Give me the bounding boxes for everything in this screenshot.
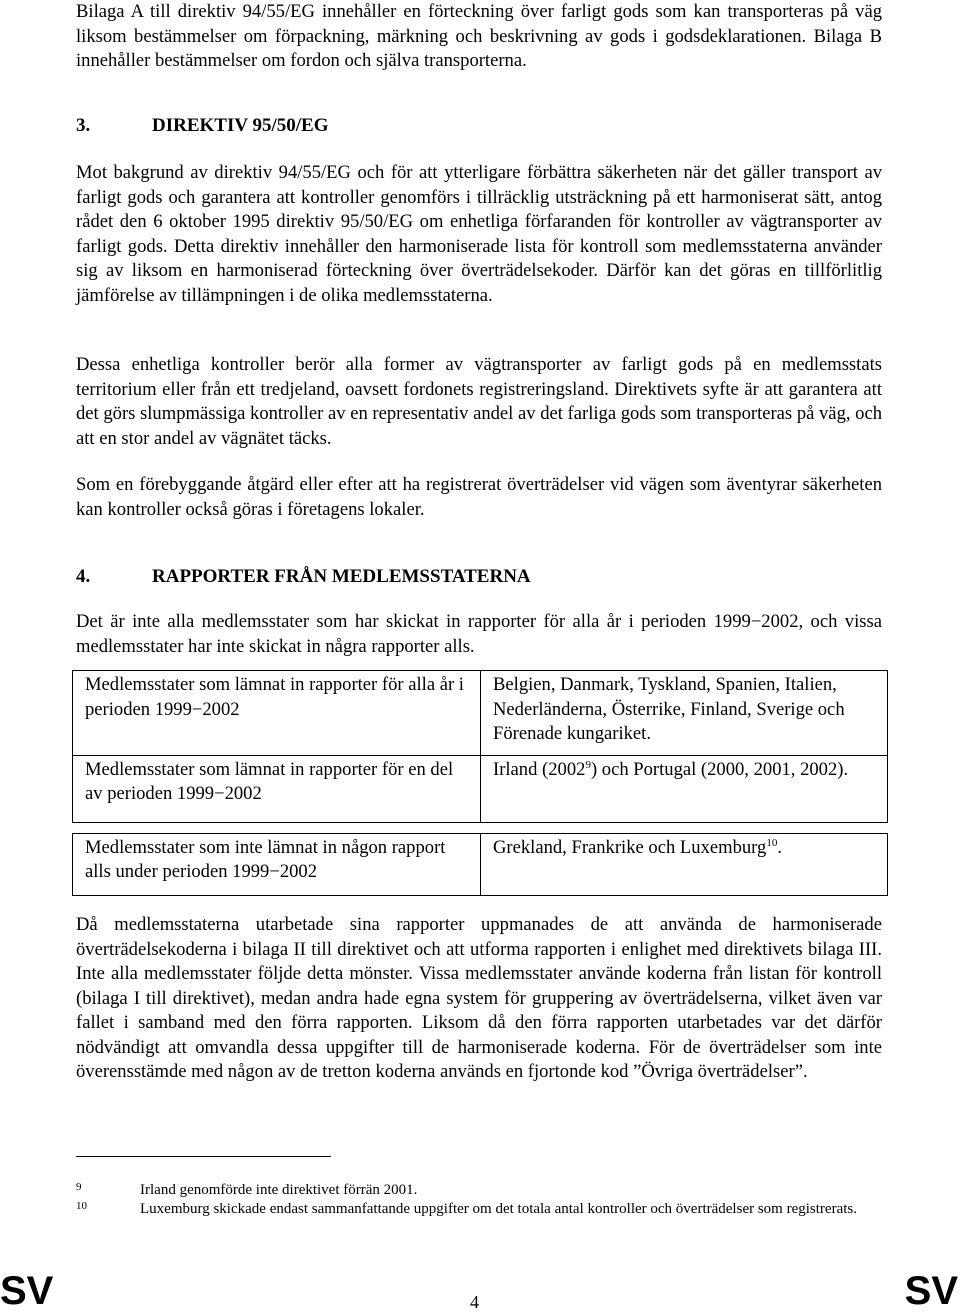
table-row — [73, 671, 888, 756]
footnote-mark: 10 — [76, 1200, 87, 1212]
section-3-paragraph: Mot bakgrund av direktiv 94/55/EG och för att ytterligare förbättra säkerheten när det gäller transport av farligt gods och garantera att kontroller genomförs i tillräcklig utsträckning på ett harmoniserat sätt, antog rådet den 6 oktober 1995 direktiv 95/50/EG om enhetliga förfaranden för kontroller av vägtransporter av farligt gods. Detta direktiv innehåller den harmoniserade lista för kontroll som medlemsstaterna använder sig av liksom en harmoniserad förteckning över överträdelsekoder. Därför kan det göras en tillförlitlig jämförelse av tillämpningen i de olika medlemsstaterna. — [76, 162, 882, 306]
table-cell-value — [481, 833, 888, 895]
table-cell-value — [481, 755, 888, 822]
section-4-title: RAPPORTER FRÅN MEDLEMSSTATERNA — [152, 566, 531, 587]
footnote-ref[interactable]: 9 — [585, 758, 591, 771]
table-cell-text: ) och Portugal (2000, 2001, 2002). — [590, 758, 849, 780]
table-row — [73, 755, 888, 822]
table-cell-text: Grekland, Frankrike och Luxemburg — [493, 836, 767, 858]
section-3-title: DIREKTIV 95/50/EG — [152, 115, 329, 136]
table-cell-label: Medlemsstater som inte lämnat in någon rapport alls under perioden 1999−2002 — [73, 833, 481, 895]
table-row — [73, 833, 888, 895]
intro-paragraph: Bilaga A till direktiv 94/55/EG innehåller en förteckning över farligt gods som kan transporteras på väg liksom bestämmelser om förpackning, märkning och beskrivning av gods i godsdeklarationen. Bilaga B innehåller bestämmelser om fordon och själva transporterna. — [76, 1, 882, 71]
section-3-paragraph: Dessa enhetliga kontroller berör alla former av vägtransporter av farligt gods på en medlemsstats territorium eller från ett tredjeland, oavsett fordonets registreringsland. Direktivets syfte är att garantera att det görs slumpmässiga kontroller av en representativ andel av det farliga gods som transporteras på väg, och att en stor andel av vägnätet täcks. — [76, 354, 883, 449]
section-3-paragraph: Som en förebyggande åtgärd eller efter att ha registrerat överträdelser vid vägen som äventyrar säkerheten kan kontroller också göras i företagens lokaler. — [76, 474, 882, 520]
footnote-separator — [76, 1156, 331, 1157]
reports-table — [72, 670, 888, 896]
table-spacer-cell — [481, 822, 888, 833]
section-4-closing: Då medlemsstaterna utarbetade sina rapporter uppmanades de att använda de harmoniserade överträdelsekoderna i bilaga II till direktivet och att utforma rapporten i enlighet med direktivets bilaga III. Inte alla medlemsstater följde detta mönster. Vissa medlemsstater använde koderna från listan för kontroll (bilaga I till direktivet), medan andra hade egna system för gruppering av överträdelserna, vilket även var fallet i samband med den förra rapporten. Liksom då den förra rapporten utarbetades var det därför nödvändigt att omvandla dessa uppgifter till de harmoniserade koderna. För de överträdelser som inte överensstämde med någon av de tretton koderna används en fjortonde kod ”Övriga överträdelser”. — [76, 914, 882, 1082]
footnote-mark: 9 — [76, 1181, 82, 1193]
language-code-right: SV — [904, 1269, 958, 1313]
table-spacer-row — [73, 822, 888, 833]
language-code-left: SV — [0, 1269, 54, 1313]
section-4-intro: Det är inte alla medlemsstater som har skickat in rapporter för alla år i perioden 1999−2002, och vissa medlemsstater har inte skickat in några rapporter alls. — [76, 611, 882, 657]
section-3-number: 3. — [76, 115, 91, 136]
page-number: 4 — [470, 1292, 479, 1312]
footnote-text: Irland genomförde inte direktivet förrän 2001. — [140, 1182, 418, 1198]
table-cell-text: Irland (2002 — [493, 758, 586, 780]
section-4-number: 4. — [76, 566, 91, 587]
table-cell-text: . — [777, 836, 782, 858]
table-cell-value: Belgien, Danmark, Tyskland, Spanien, Italien, Nederländerna, Österrike, Finland, Sverige och Förenade kungariket. — [481, 671, 888, 756]
section-4-heading — [76, 565, 531, 590]
table-cell-label: Medlemsstater som lämnat in rapporter för en del av perioden 1999−2002 — [73, 755, 481, 822]
footnote — [76, 1196, 882, 1219]
table-cell-label: Medlemsstater som lämnat in rapporter för alla år i perioden 1999−2002 — [73, 671, 481, 756]
section-3-heading — [76, 114, 329, 139]
table-spacer-cell — [73, 822, 481, 833]
footnote-ref[interactable]: 10 — [766, 836, 778, 849]
footnote-text: Luxemburg skickade endast sammanfattande uppgifter om det totala antal kontroller och överträdelser som registrerats. — [140, 1201, 857, 1217]
